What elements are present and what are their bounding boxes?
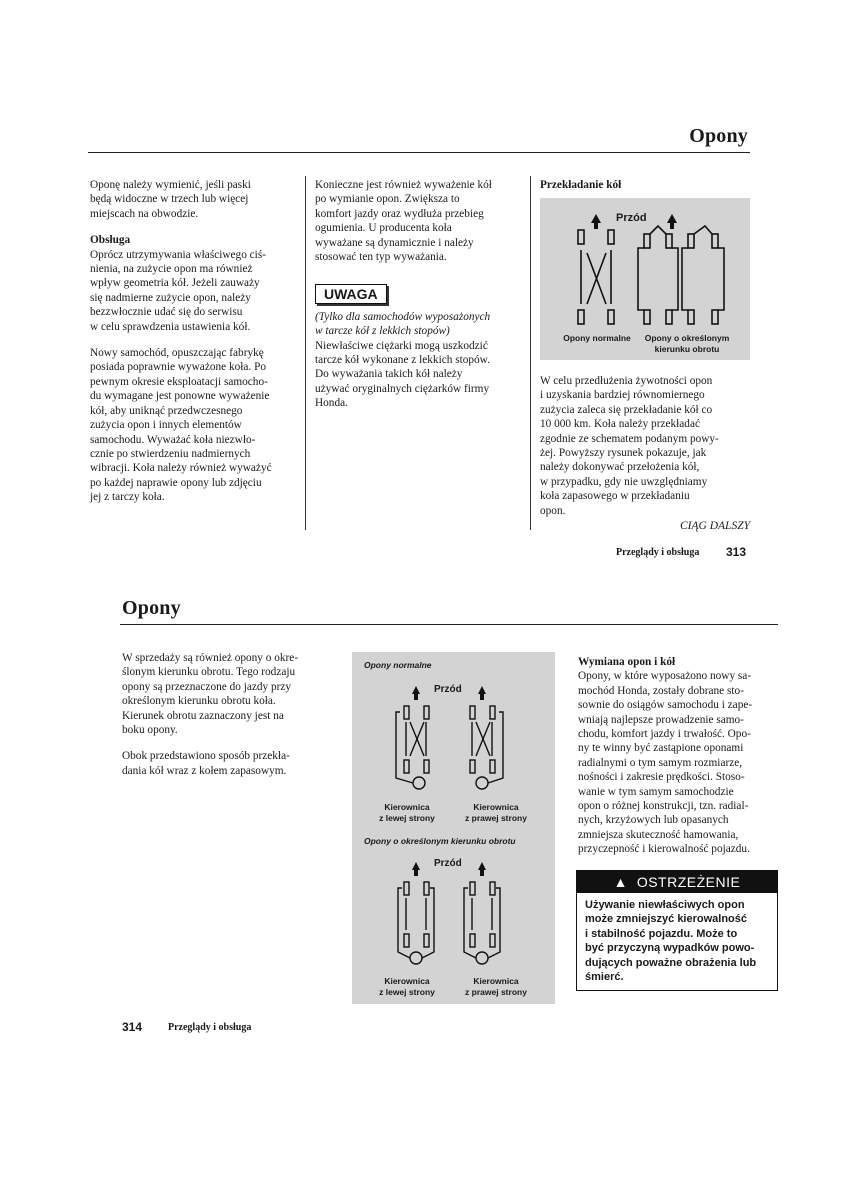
rotation-diagram-bottom xyxy=(352,652,555,1004)
paragraph: Oponę należy wymienić, jeśli paski będą widoczne w trzech lub więcej miejscach na obwodzie. xyxy=(90,179,251,220)
label-directional-tires: Opony o określonym kierunku obrotu xyxy=(644,333,730,354)
top-column-1 xyxy=(90,178,300,517)
paragraph: Nowy samochód, opuszczając fabrykę posiada poprawnie wyważone koła. Po pewnym okresie eksploatacji samocho- du wymagane jest ponowne wyważenie kół, aby uniknąć przedwczesnego zużycia opon i innych elementów samochodu. Wyważać koła niezwło- cznie po stwierdzeniu nadmiernych wibracji. Koła należy również wyważyć po każdej naprawie opony lub zdjęciu jej z tarczy koła. xyxy=(90,347,272,504)
front-label: Przód xyxy=(616,212,647,224)
bottom-column-1 xyxy=(122,651,336,790)
header-rule-top xyxy=(88,152,750,153)
label-left-drive: Kierownica z lewej strony xyxy=(379,802,435,823)
rotation-diagram-top xyxy=(540,198,750,360)
paragraph: Konieczne jest również wyważenie kół po wymianie opon. Zwiększa to komfort jazdy oraz wydłuża przebieg ogumienia. U producenta koła wyważane są dynamicznie i należy stosować ten typ wyważania. xyxy=(315,179,492,264)
paragraph: Obok przedstawiono sposób przekła- dania kół wraz z kołem zapasowym. xyxy=(122,750,290,777)
warning-triangle-icon: ▲ xyxy=(613,874,629,890)
notice-text: Niewłaściwe ciężarki mogą uszkodzić tarcze kół wykonane z lekkich stopów. Do wyważania takich kół należy używać oryginalnych ciężarków firmy Honda. xyxy=(315,339,490,410)
rotation-diagram-graphic xyxy=(352,652,555,1004)
paragraph: Opony, w które wyposażono nowy sa- mochód Honda, zostały dobrane sto- sownie do osiągów samochodu i zape- wniają najlepsze prowadzenie samo- chodu, komfort jazdy i trwałość. Opo- ny te winny być zastąpione oponami radialnymi o tym samym rozmiarze, nośności i zakresie prędkości. Stoso- wanie w tym samym samochodzie opon o różnej konstrukcji, tzn. radial- nych, krzyżowych lub opasanych zmniejsza skuteczność hamowania, przyczepność i kierowalność pojazdu. xyxy=(578,670,753,856)
warning-header xyxy=(577,871,777,893)
top-column-3 xyxy=(540,178,752,192)
page-title-bottom: Opony xyxy=(122,597,181,619)
column-divider xyxy=(305,176,306,530)
footer-section-bottom: Przeglądy i obsługa xyxy=(168,1022,252,1033)
section-heading: Obsługa xyxy=(90,234,131,247)
diagram-title-normal: Opony normalne xyxy=(364,660,432,670)
header-rule-bottom xyxy=(120,624,778,625)
section-heading: Wymiana opon i kół xyxy=(578,656,676,668)
front-label: Przód xyxy=(434,858,462,869)
page-number-top: 313 xyxy=(726,545,747,559)
label-right-drive: Kierownica z prawej strony xyxy=(465,976,527,997)
footer-section-top: Przeglądy i obsługa xyxy=(616,547,700,558)
top-column-2 xyxy=(315,178,525,423)
label-left-drive: Kierownica z lewej strony xyxy=(379,976,435,997)
paragraph: Oprócz utrzymywania właściwego ciś- nienia, na zużycie opon ma również wpływ geometria kół. Jeżeli zauważy się nadmierne zużycie opon, należy bezzwłocznie udać się do serwisu w celu sprawdzenia ustawienia kół. xyxy=(90,248,266,333)
paragraph: W sprzedaży są również opony o okre- ślonym kierunku obrotu. Tego rodzaju opony są przeznaczone do jazdy przy określonym kierunku obrotu koła. Kierunek obrotu zaznaczony jest na boku opony. xyxy=(122,652,299,737)
top-column-3-text xyxy=(540,374,754,530)
notice-label: UWAGA xyxy=(315,284,387,303)
label-normal-tires: Opony normalne xyxy=(563,333,631,343)
column-divider xyxy=(530,176,531,530)
warning-box xyxy=(576,870,778,991)
label-right-drive: Kierownica z prawej strony xyxy=(465,802,527,823)
front-label: Przód xyxy=(434,684,462,695)
section-heading: Przekładanie kół xyxy=(540,179,622,191)
warning-text: Używanie niewłaściwych opon może zmniejszyć kierowalność i stabilność pojazdu. Może to być przyczyną wypadków powo- dujących poważne obrażenia lub śmierć. xyxy=(585,899,757,984)
warning-title: OSTRZEŻENIE xyxy=(636,874,741,890)
notice-condition: (Tylko dla samochodów wyposażonych w tarcze kół z lekkich stopów) xyxy=(315,310,491,338)
paragraph: W celu przedłużenia żywotności opon i uzyskania bardziej równomiernego zużycia zaleca się przekładanie kół co 10 000 km. Koła należy przekładać zgodnie ze schematem podanym powy- żej. Powyższy rysunek pokazuje, jak należy dokonywać przełożenia kół, w przypadku, gdy nie uwzględniamy koła zapasowego w przekładaniu opon. xyxy=(540,375,719,517)
diagram-title-directional: Opony o określonym kierunku obrotu xyxy=(364,836,516,846)
page-number-bottom: 314 xyxy=(122,1020,143,1034)
page-title-top: Opony xyxy=(689,125,748,147)
continued-label: CIĄG DALSZY xyxy=(680,520,750,532)
bottom-column-3 xyxy=(578,655,778,869)
